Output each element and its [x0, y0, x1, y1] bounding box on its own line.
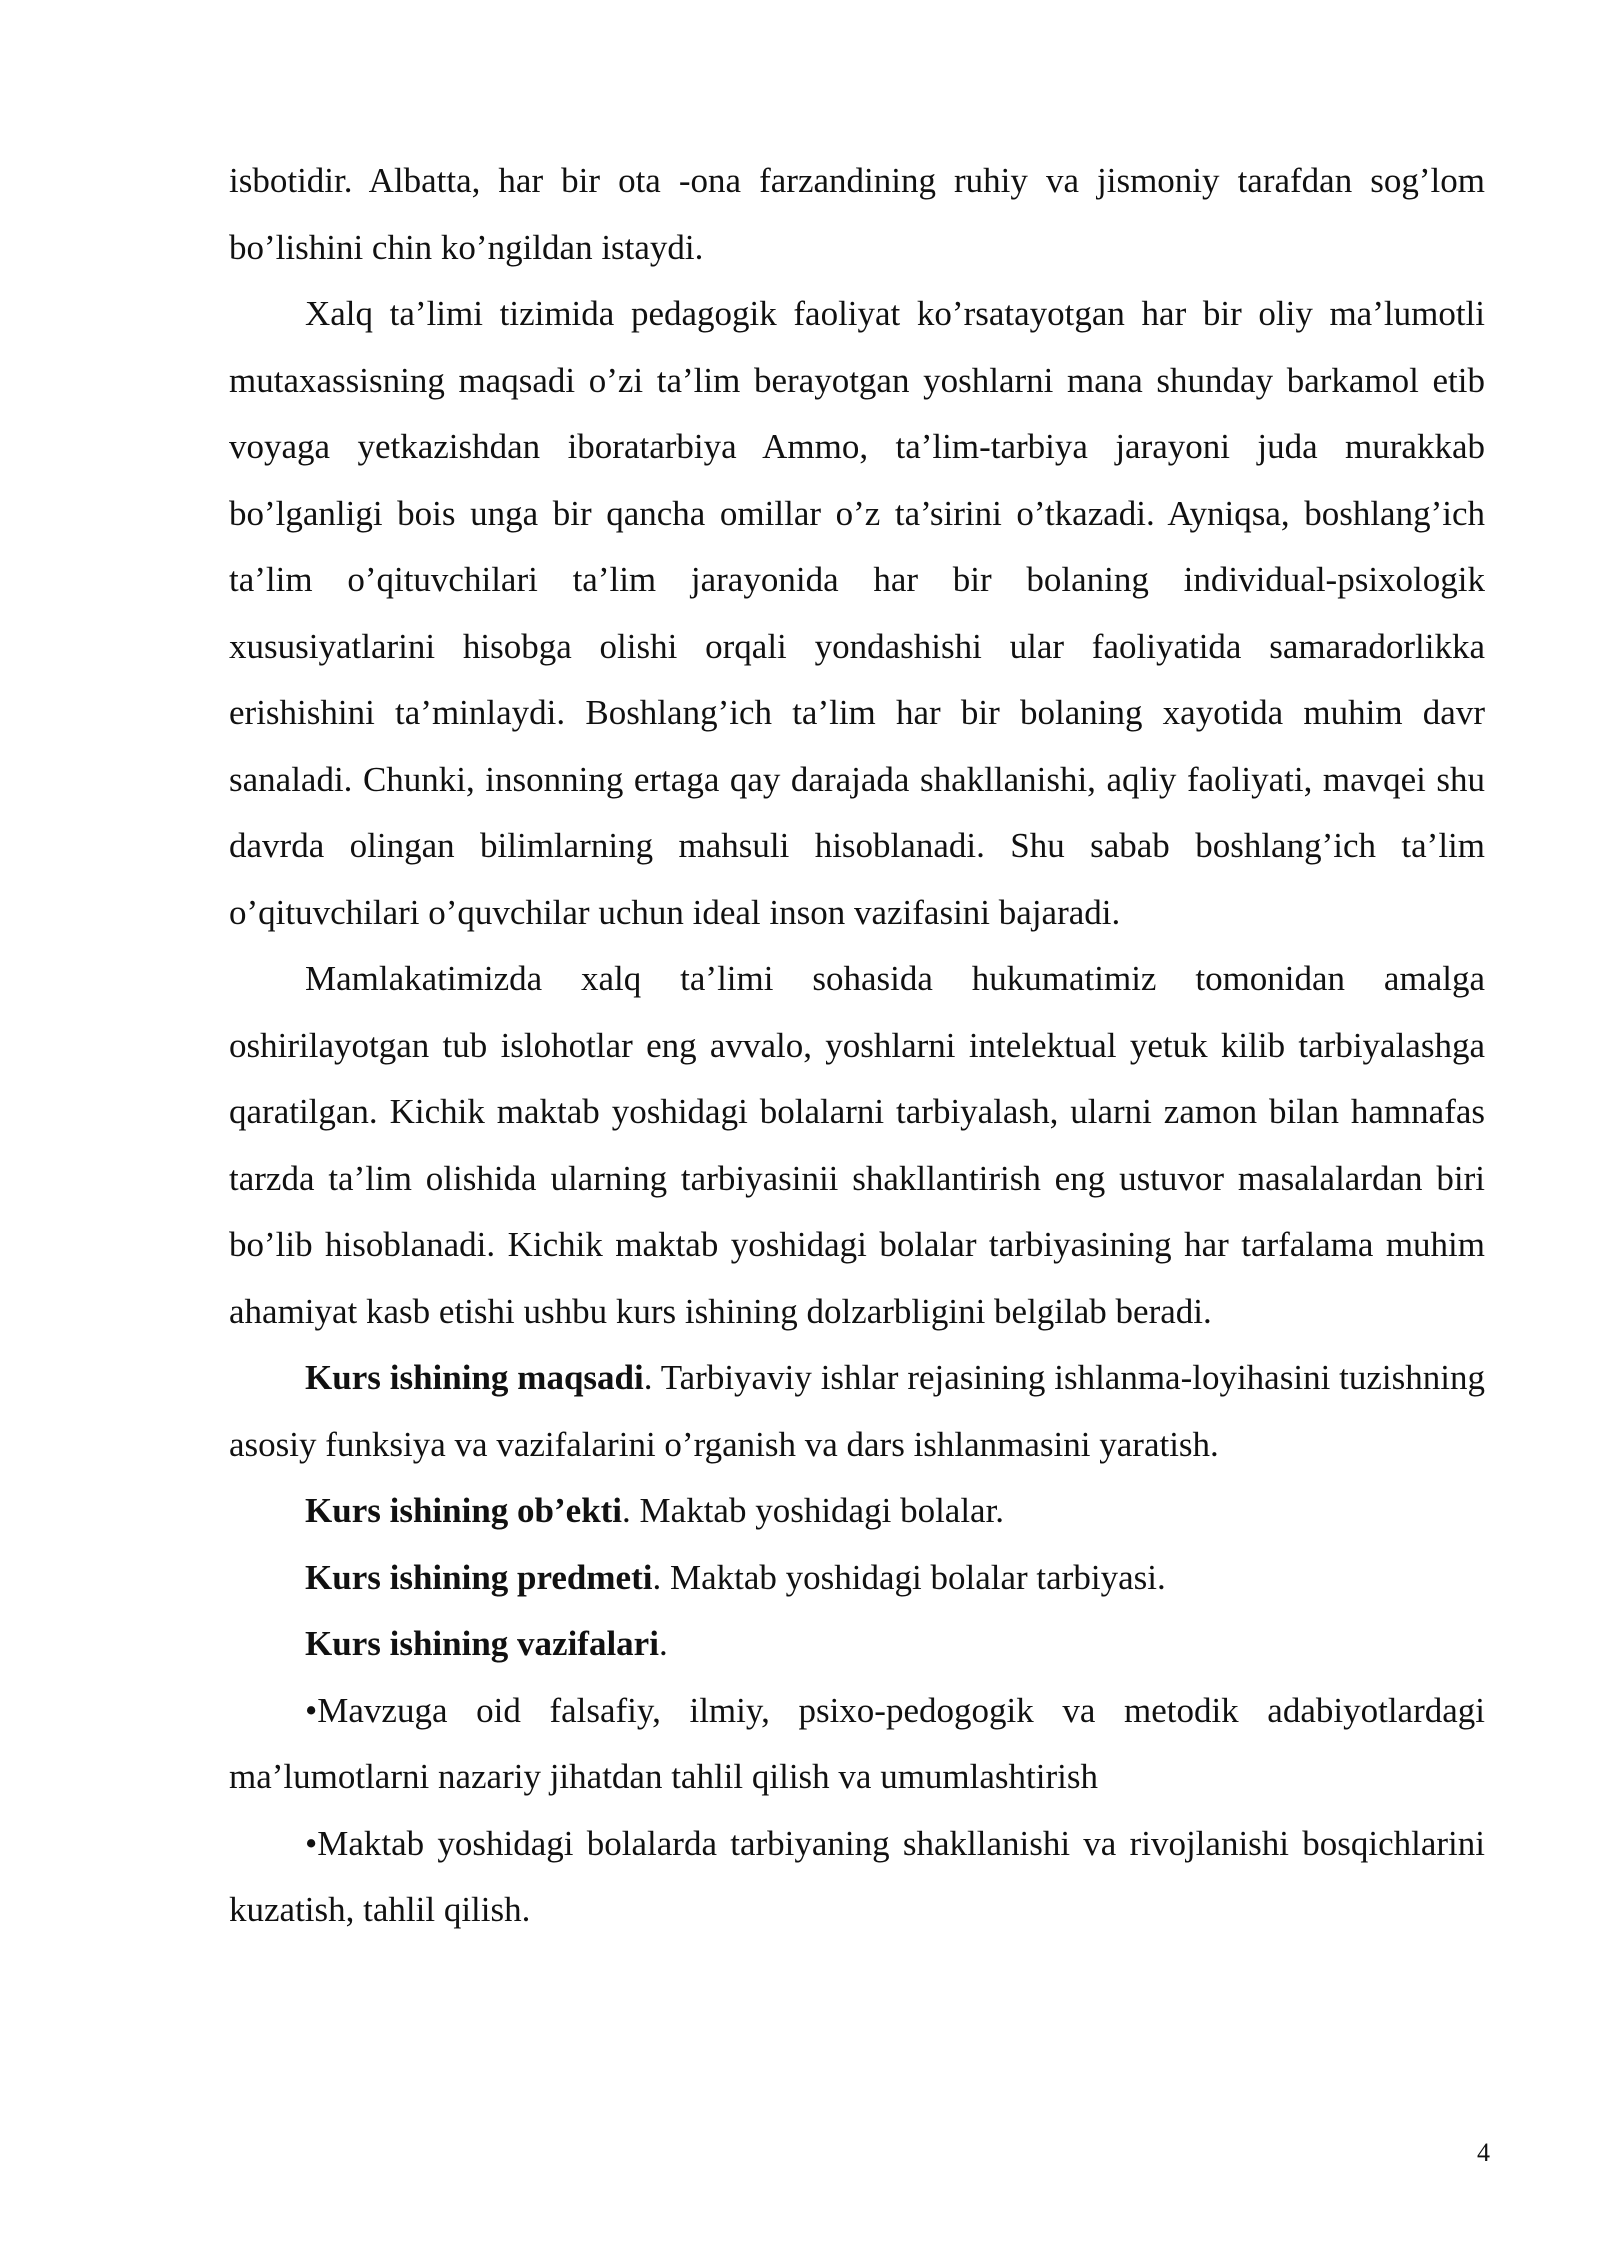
paragraph-tasks	[229, 1611, 1485, 1678]
paragraph-text: isbotidir. Albatta, har bir ota -ona farzandining ruhiy va jismoniy tarafdan sog’lom bo’lishini chin ko’ngildan istaydi.	[229, 161, 1485, 267]
bullet-item-analysis	[229, 1678, 1485, 1811]
page-number: 4	[1477, 2138, 1490, 2167]
paragraph-reforms	[229, 946, 1485, 1345]
tasks-heading: Kurs ishining vazifalari	[305, 1624, 659, 1663]
paragraph-text: Mamlakatimizda xalq ta’limi sohasida hukumatimiz tomonidan amalga oshirilayotgan tub islohotlar eng avvalo, yoshlarni intelektual yetuk kilib tarbiyalashga qaratilgan. Kichik maktab yoshidagi bolalarni tarbiyalash, ularni zamon bilan hamnafas tarzda ta’lim olishida ularning tarbiyasinii shakllantirish eng ustuvor masalalardan biri bo’lib hisoblanadi. Kichik maktab yoshidagi bolalar tarbiyasining har tarfalama muhim ahamiyat kasb etishi ushbu kurs ishining dolzarbligini belgilab beradi.	[229, 959, 1485, 1331]
bullet-icon: •	[305, 1823, 318, 1863]
paragraph-education-system	[229, 281, 1485, 946]
paragraph-text: . Tarbiyaviy ishlar rejasining ishlanma-loyihasini tuzishning asosiy funksiya va vazifalarini o’rganish va dars ishlanmasini yaratish.	[229, 1358, 1485, 1464]
subject-heading: Kurs ishining predmeti	[305, 1557, 653, 1597]
paragraph-text: . Maktab yoshidagi bolalar.	[622, 1491, 1005, 1530]
paragraph-goal	[229, 1345, 1485, 1478]
paragraph-text: . Maktab yoshidagi bolalar tarbiyasi.	[652, 1557, 1166, 1597]
paragraph-subject	[229, 1545, 1485, 1612]
object-heading: Kurs ishining ob’ekti	[305, 1491, 623, 1530]
body-text	[229, 148, 1485, 1944]
bullet-text: Maktab yoshidagi bolalarda tarbiyaning shakllanishi va rivojlanishi bosqichlarini kuzatish, tahlil qilish.	[229, 1823, 1485, 1929]
bullet-item-observation	[229, 1811, 1485, 1944]
goal-heading: Kurs ishining maqsadi	[305, 1358, 644, 1397]
paragraph-continuation	[229, 148, 1485, 281]
paragraph-text: .	[658, 1624, 668, 1663]
paragraph-object	[229, 1478, 1485, 1545]
bullet-icon: •	[305, 1690, 318, 1730]
paragraph-text: Xalq ta’limi tizimida pedagogik faoliyat ko’rsatayotgan har bir oliy ma’lumotli mutaxassisning maqsadi o’zi ta’lim berayotgan yoshlarni mana shunday barkamol etib voyaga yetkazishdan iboratarbiya Ammo, ta’lim-tarbiya jarayoni juda murakkab bo’lganligi bois unga bir qancha omillar o’z ta’sirini o’tkazadi. Ayniqsa, boshlang’ich ta’lim o’qituvchilari ta’lim jarayonida har bir bolaning individual-psixologik xususiyatlarini hisobga olishi orqali yondashishi ular faoliyatida samaradorlikka erishishini ta’minlaydi. Boshlang’ich ta’lim har bir bolaning xayotida muhim davr sanaladi. Chunki, insonning ertaga qay darajada shakllanishi, aqliy faoliyati, mavqei shu davrda olingan bilimlarning mahsuli hisoblanadi. Shu sabab boshlang’ich ta’lim o’qituvchilari o’quvchilar uchun ideal inson vazifasini bajaradi.	[229, 294, 1485, 932]
bullet-text: Mavzuga oid falsafiy, ilmiy, psixo-pedogogik va metodik adabiyotlardagi ma’lumotlarni nazariy jihatdan tahlil qilish va umumlashtirish	[229, 1690, 1485, 1796]
